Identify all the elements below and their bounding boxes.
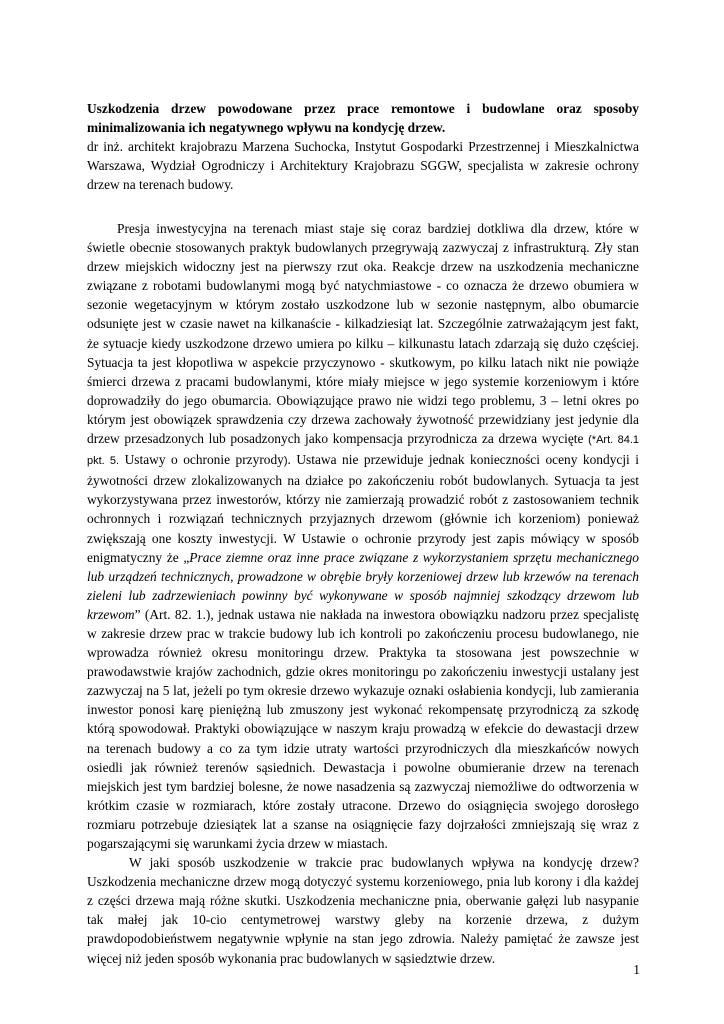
paragraph-2: W jaki sposób uszkodzenie w trakcie prac budowlanych wpływa na kondycję drzew? Uszkodzenia mechaniczne drzew mogą dotyczyć systemu korzeniowego, pnia lub korony i dla każdej z części drzewa mają różne skutki. Uszkodzenia mechaniczne pnia, oberwanie gałęzi lub nasypanie tak małej jak 10-cio centymetrowej warstwy gleby na korzenie drzewa, z dużym prawdopodobieństwem negatywnie wpłynie na stan jego zdrowia. Należy pamiętać że zawsze jest więcej niż jeden sposób wykonania prac budowlanych w sąsiedztwie drzew. <box>87 855 639 966</box>
law-quotation: Prace ziemne oraz inne prace związane z wykorzystaniem sprzętu mechanicznego lub urządzeń technicznych, prowadzone w obrębie bryły korzeniowej drzew lub krzewów na terenach zieleni lub zadrzewieniach powinny być wykonywane w sposób najmniej szkodzący drzewom lub krzewom <box>87 549 639 622</box>
page-number: 1 <box>633 962 640 977</box>
document-header <box>87 99 639 194</box>
author-line: dr inż. architekt krajobrazu Marzena Suchocka, Instytut Gospodarki Przestrzennej i Mieszkalnictwa Warszawa, Wydział Ogrodniczy i Architektury Krajobrazu SGGW, specjalista w zakresie ochrony drzew na terenach budowy. <box>87 139 639 193</box>
paragraph-1-part-a: Presja inwestycyjna na terenach miast staje się coraz bardziej dotkliwa dla drzew, które w świetle obecnie stosowanych praktyk budowlanych przegrywają zazwyczaj z infrastrukturą. Zły stan drzew miejskich widoczny jest na pierwszy rzut oka. Reakcje drzew na uszkodzenia mechaniczne związane z robotami budowlanymi mogą być natychmiastowe - co oznacza że drzewo obumiera w sezonie wegetacyjnym w którym zostało uszkodzone lub w sezonie następnym, albo obumarcie odsunięte jest w czasie nawet na kilkanaście - kilkadziesiąt lat. Szczególnie zatrważającym jest fakt, że sytuacje kiedy uszkodzone drzewo umiera po kilku – kilkunastu latach zdarzają się dużo częściej. Sytuacja ta jest kłopotliwa w aspekcie przyczynowo - skutkowym, po kilku latach nikt nie powiąże śmierci drzewa z pracami budowlanymi, które miały miejsce w jego systemie korzeniowym i które doprowadziły do jego obumarcia. Obowiązujące prawo nie widzi tego problemu, 3 – letni okres po którym jest obowiązek sprawdzenia czy drzewa zachowały żywotność przewidziany jest jedynie dla drzew przesadzonych lub posadzonych jako kompensacja przyrodnicza za drzewa wycięte <box>87 221 639 447</box>
document-title: Uszkodzenia drzew powodowane przez prace remontowe i budowlane oraz sposoby minimalizowania ich negatywnego wpływu na kondycję drzew. <box>87 101 639 136</box>
paragraph-1 <box>87 219 639 853</box>
document-body <box>87 219 639 968</box>
paragraph-1-part-b: Ustawy o ochronie przyrody <box>119 452 284 468</box>
paragraph-1-part-d: ” (Art. 82. 1.), jednak ustawa nie nakłada na inwestora obowiązku nadzoru przez specjalistę w zakresie drzew prac w trakcie budowy lub ich kontroli po zakończeniu procesu budowlanego, nie wprowadza również okresu monitoringu drzew. Praktyka ta stosowana jest powszechnie w prawodawstwie krajów zachodnich, gdzie okres monitoringu po zakończeniu inwestycji ustalany jest zazwyczaj na 5 lat, jeżeli po tym okresie drzewo wykazuje oznaki osłabienia kondycji, lub zamierania inwestor ponosi karę pieniężną lub zmuszony jest wykonać rekompensatę przyrodniczą za szkodę którą spowodował. Praktyki obowiązujące w naszym kraju prowadzą w efekcie do dewastacji drzew na terenach budowy a co za tym idzie utraty wartości przyrodniczych dla mieszkańców nowych osiedli jak również terenów sąsiednich. Dewastacja i powolne obumieranie drzew na terenach miejskich jest tym bardziej bolesne, że nowe nasadzenia są zazwyczaj niemożliwe do odtworzenia w krótkim czasie w rozmiarach, które zostały utracone. Drzewo do osiągnięcia swojego dorosłego rozmiaru potrzebuje dziesiątek lat a szanse na osiągnięcie fazy dojrzałości zmniejszają się wraz z pogarszającymi się warunkami życia drzew w miastach. <box>87 606 639 851</box>
footnote-reference-close: ) <box>283 455 288 468</box>
paragraph-1-part-c: . Ustawa nie przewiduje jednak konieczności oceny kondycji i żywotności drzew zlokalizowanych na działce po zakończeniu robót budowlanych. Sytuacja ta jest wykorzystywana przez inwestorów, którzy nie zamierzają prowadzić robót z zastosowaniem technik ochronnych i rozwiązań technicznych przyjaznych drzewom (głównie ich korzeniom) ponieważ zwiększają one koszty inwestycji. W Ustawie o ochronie przyrody jest zapis mówiący w sposób enigmatyczny że „ <box>87 452 639 565</box>
footnote-reference-open: (*Art. 84.1 pkt. 5. <box>87 434 639 468</box>
